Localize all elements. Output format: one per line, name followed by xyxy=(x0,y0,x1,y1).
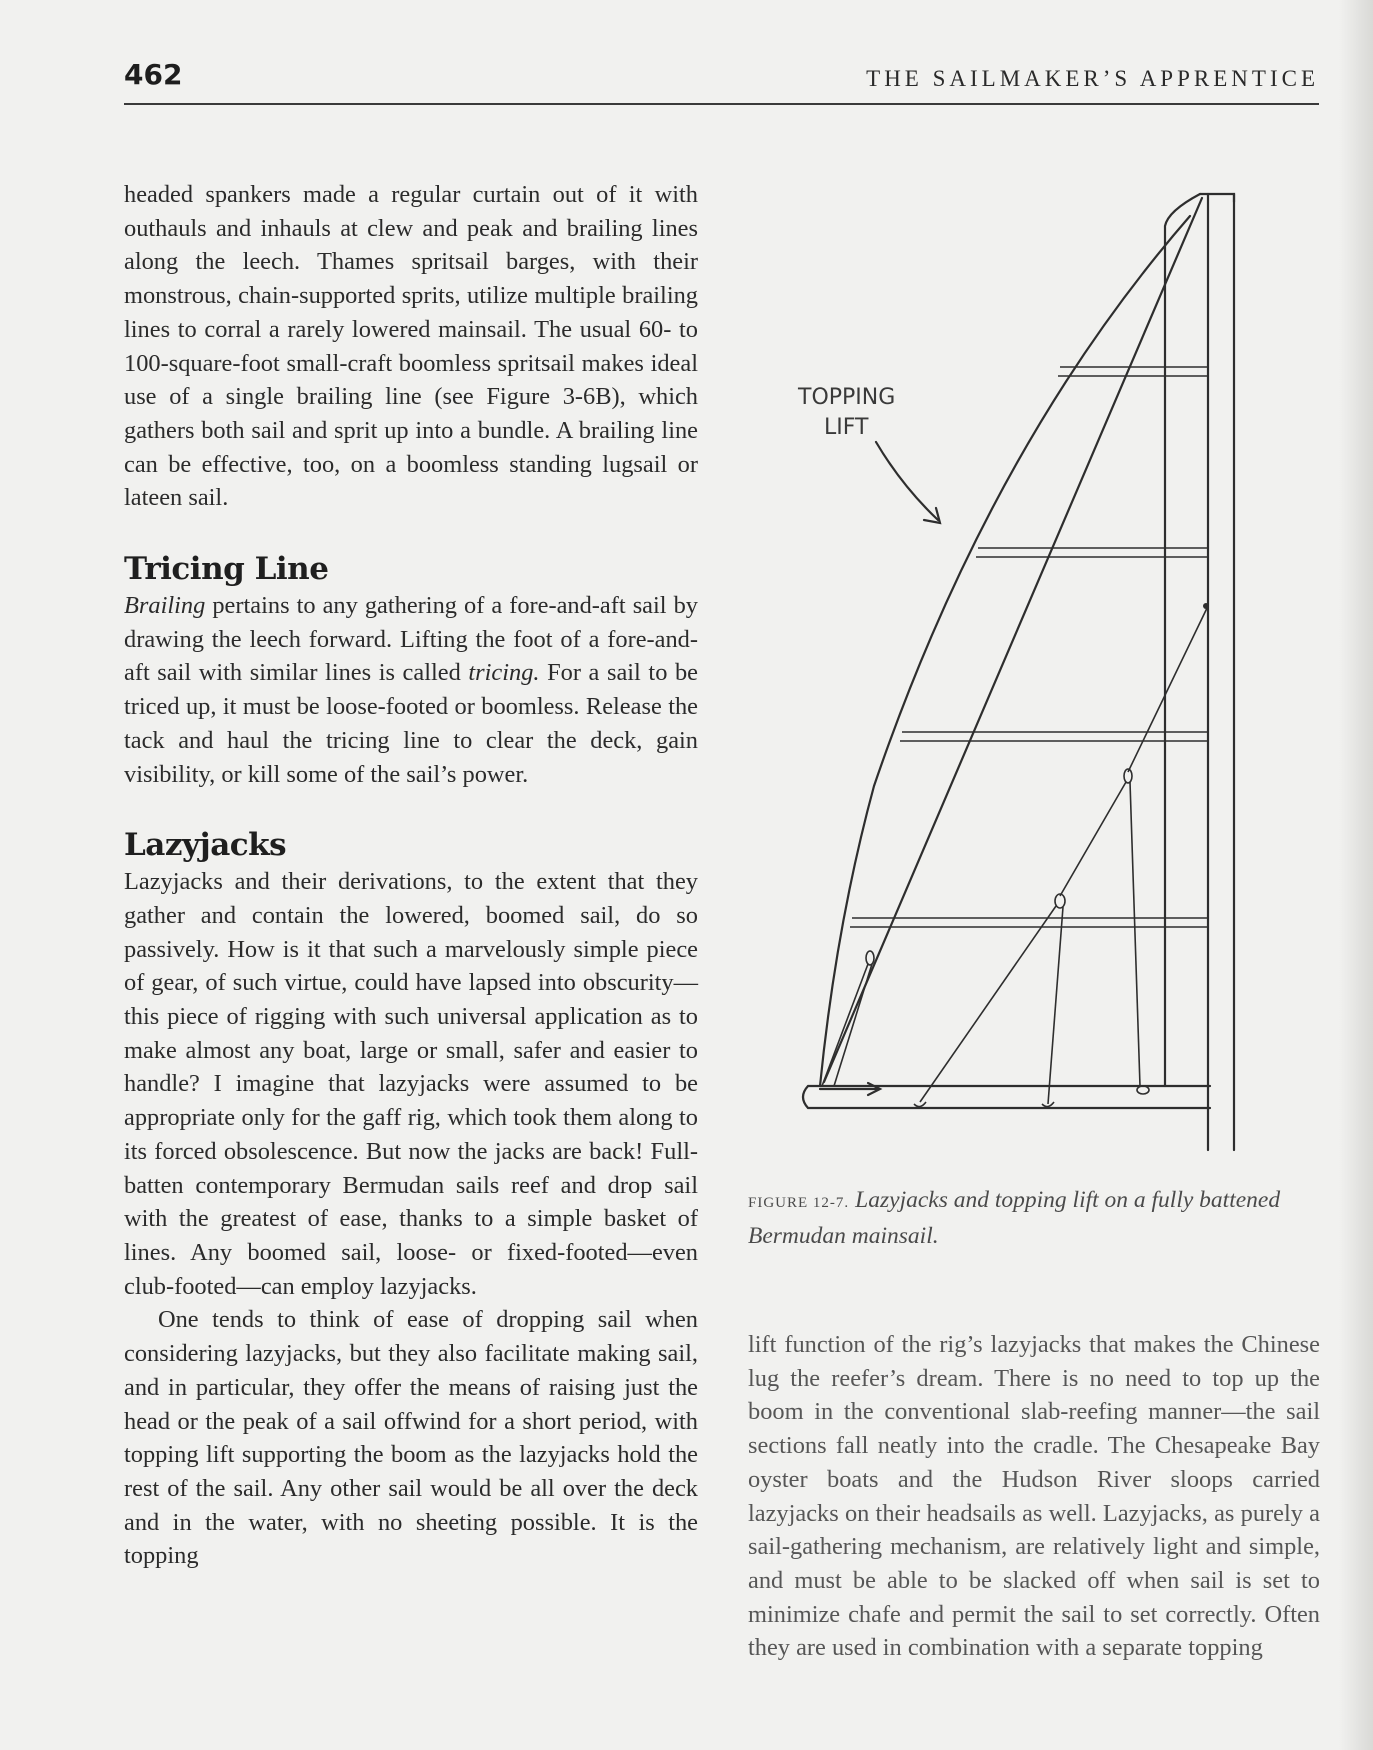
lazyjack-upper xyxy=(1128,606,1208,772)
masthead xyxy=(1200,194,1234,202)
right-column-paragraph: lift function of the rig’s lazyjacks that makes the Chinese lug the reefer’s dream. There is no need to top up the boom in the conventional slab-reefing manner—the sail sections fall neatly into the cradle. The Chesapeake Bay oyster boats and the Hudson River sloops carried lazyjacks on their headsails as well. Lazyjacks, as purely a sail-gathering mechanism, are relatively light and simple, and must be able to be slacked off when sail is set to minimize chafe and permit the sail to set correctly. Often they are used in combination with a separate topping xyxy=(748,1331,1320,1662)
term-brailing: Brailing xyxy=(124,592,206,620)
lazyjack-block-2 xyxy=(1055,894,1065,908)
caption-label: FIGURE 12-7. xyxy=(748,1195,850,1211)
figure-caption xyxy=(748,1184,1308,1253)
lazyjack-leg-2b xyxy=(1048,907,1063,1104)
tricing-paragraph xyxy=(124,589,698,791)
lazyjacks-paragraph-2: One tends to think of ease of dropping sail when considering lazyjacks, but they also facilitate making sail, and in particular, they offer the means of raising just the head or the peak of a sail offwind for a short period, with topping lift supporting the boom as the lazyjacks hold the rest of the sail. Any other sail would be all over the deck and in the water, with no sheeting possible. It is the topping xyxy=(124,1306,698,1570)
boom-eye-3 xyxy=(1137,1086,1149,1094)
figure-12-7-illustration xyxy=(790,186,1260,1156)
lazyjack-leg-2a xyxy=(920,906,1056,1102)
lazyjack-leg-3b xyxy=(834,964,872,1086)
lazyjacks-heading: Lazyjacks xyxy=(124,827,287,864)
page-edge-shadow xyxy=(1339,0,1373,1750)
lazyjack-leg-3a xyxy=(822,964,868,1086)
intro-paragraph: headed spankers made a regular curtain out of it with outhauls and inhauls at clew and peak and brailing lines along the leech. Thames spritsail barges, with their monstrous, chain-supported sprits, utilize multiple brailing lines to corral a rarely lowered mainsail. The usual 60- to 100-square-foot small-craft boomless spritsail makes ideal use of a single brailing line (see Figure 3-6B), which gathers both sail and sprit up into a bundle. A brailing line can be effective, too, on a boomless standing lugsail or lateen sail. xyxy=(124,181,698,512)
topping-lift xyxy=(824,198,1202,1082)
batten-4 xyxy=(850,918,1208,927)
battens xyxy=(850,367,1208,927)
term-tricing: tricing. xyxy=(468,659,540,687)
lazyjack-leg-1b xyxy=(1130,782,1140,1086)
tricing-line-heading: Tricing Line xyxy=(124,551,329,588)
lazyjack-block-3 xyxy=(866,951,874,965)
sail-luff xyxy=(1165,194,1200,1086)
outhaul-arrow-icon xyxy=(820,1083,880,1095)
page-number: 462 xyxy=(124,58,183,91)
annotation-lift: LIFT xyxy=(824,415,869,440)
header-rule xyxy=(124,103,1319,105)
sail-diagram xyxy=(790,186,1260,1156)
lazyjacks xyxy=(822,603,1209,1107)
sail-leech xyxy=(820,216,1190,1086)
batten-2 xyxy=(976,548,1208,557)
batten-1 xyxy=(1058,367,1208,376)
boom-eye-1 xyxy=(914,1102,926,1107)
batten-3 xyxy=(900,732,1208,741)
lazyjacks-paragraph-1: Lazyjacks and their derivations, to the extent that they gather and contain the lowered, boomed sail, do so passively. How is it that such a marvelously simple piece of gear, of such virtue, could have lapsed into obscurity—this piece of rigging with such universal application as to make almost any boat, large or small, safer and easier to handle? I imagine that lazyjacks were assumed to be appropriate only for the gaff rig, which took them along to its forced obsolescence. But now the jacks are back! Full-batten contemporary Bermudan sails reef and drop sail with the greatest of ease, thanks to a simple basket of lines. Any boomed sail, loose- or fixed-footed—even club-footed—can employ lazyjacks. xyxy=(124,868,698,1300)
annotation-topping: TOPPING xyxy=(798,385,896,410)
running-head: THE SAILMAKER’S APPRENTICE xyxy=(866,66,1319,91)
caption-text: Lazyjacks and topping lift on a fully battened Bermudan mainsail. xyxy=(748,1187,1281,1249)
lazyjack-leg-1a xyxy=(1060,782,1126,896)
left-column xyxy=(124,178,698,1573)
lazyjack-mast-block xyxy=(1203,603,1209,609)
tricing-text-2: For a sail to be triced up, it must be loose-footed or boomless. Release the tack and haul the tricing line to clear the deck, gain visibility, or kill some of the sail’s power. xyxy=(124,659,698,788)
right-column xyxy=(748,1328,1320,1665)
annotation-leader xyxy=(876,442,938,520)
tricing-text-1: pertains to any gathering of a fore-and-aft sail by drawing the leech forward. Lifting the foot of a fore-and-aft sail with similar lines is called xyxy=(124,592,698,687)
